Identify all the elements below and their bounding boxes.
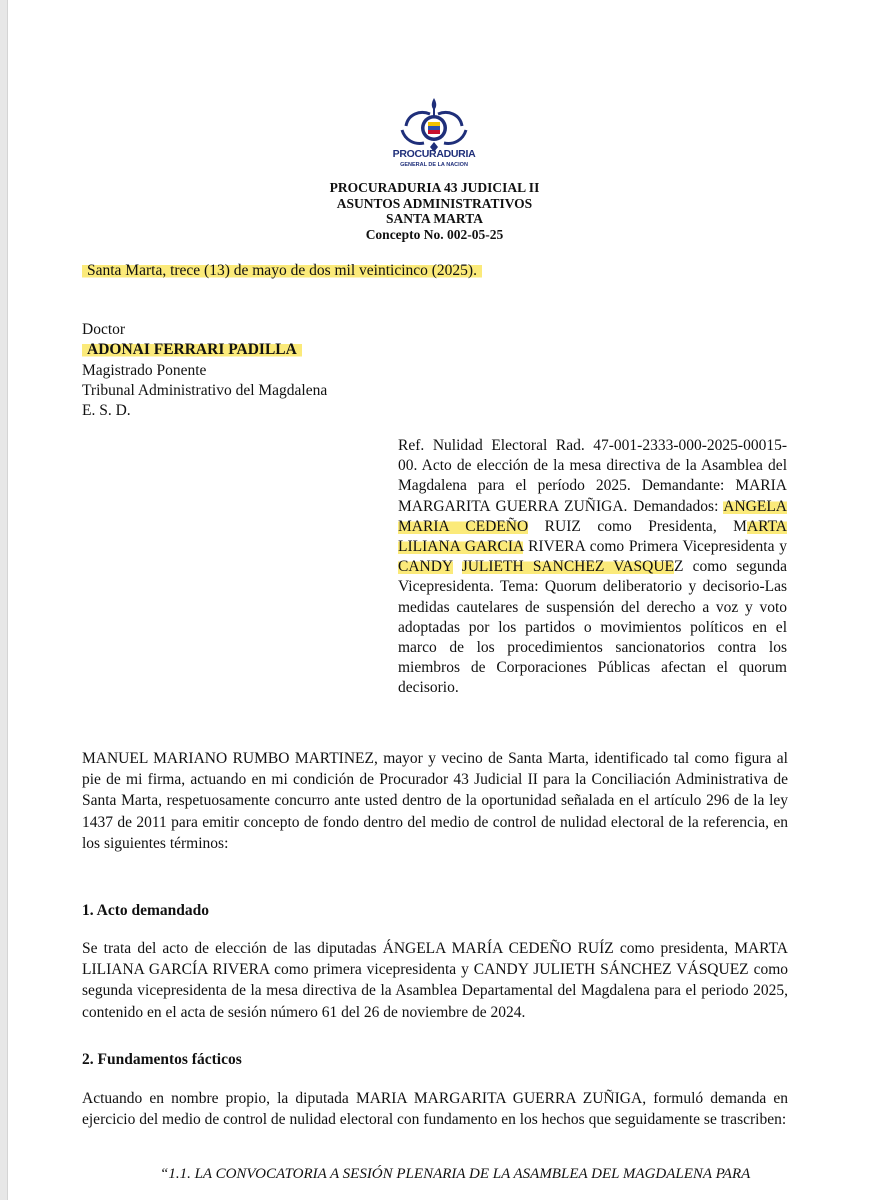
section-1-title: 1. Acto demandado: [82, 902, 210, 919]
reference-highlight-defendant-3a: CANDY: [398, 558, 453, 576]
reference-block: [398, 436, 787, 699]
header-concept-number: Concepto No. 002-05-25: [365, 226, 504, 242]
document-header: [0, 180, 869, 242]
reference-text-1: Ref. Nulidad Electoral Rad. 47-001-2333-000-2025-00015-00. Acto de elección de la mesa directiva de la Asamblea del Magdalena para el período 2025. Demandante: MARIA MARGARITA GUERRA ZUÑIGA. Demandados:: [398, 437, 787, 515]
intro-paragraph: MANUEL MARIANO RUMBO MARTINEZ, mayor y vecino de Santa Marta, identificado tal como figura al pie de mi firma, actuando en mi condición de Procurador 43 Judicial II para la Conciliación Administrativa de Santa Marta, respetuosamente concurro ante usted dentro de la oportunidad señalada en el artículo 296 de la ley 1437 de 2011 para emitir concepto de fondo dentro del medio de control de nulidad electoral de la referencia, en los siguientes términos:: [82, 750, 788, 852]
reference-highlight-defendant-3b: JULIETH SANCHEZ VASQUE: [461, 558, 675, 576]
reference-highlight-defendant-1: ANGELA MARIA CEDEÑO: [398, 497, 787, 535]
reference-text-2: RUIZ como Presidenta, M: [528, 517, 747, 535]
reference-text-3: RIVERA como Primera Vicepresidenta y: [523, 538, 787, 556]
section-2-title: 2. Fundamentos fácticos: [82, 1051, 242, 1068]
header-office: PROCURADURIA 43 JUDICIAL II: [329, 180, 540, 195]
section-1-body: Se trata del acto de elección de las diputadas ÁNGELA MARÍA CEDEÑO RUÍZ como presidenta, MARTA LILIANA GARCÍA RIVERA como primera vicepresidenta y CANDY JULIETH SÁNCHEZ VÁSQUEZ como segunda vicepresidenta de la mesa directiva de la Asamblea Departamental del Magdalena para el periodo 2025, contenido en el acta de sesión número 61 del 26 de noviembre de 2024.: [82, 940, 788, 1021]
addressee-esd: E. S. D.: [82, 402, 131, 420]
addressee-role: Magistrado Ponente: [82, 361, 207, 379]
addressee-court: Tribunal Administrativo del Magdalena: [82, 381, 328, 399]
reference-highlight-defendant-2: ARTA LILIANA GARCIA: [398, 517, 787, 556]
addressee-name: ADONAI FERRARI PADILLA: [82, 341, 302, 358]
addressee-block: [82, 320, 327, 421]
header-area: ASUNTOS ADMINISTRATIVOS: [336, 195, 533, 211]
procuraduria-logo: [392, 96, 476, 176]
reference-text-4: [453, 558, 462, 575]
document-date: [82, 262, 482, 280]
addressee-title: Doctor: [82, 321, 126, 338]
date-highlight: Santa Marta, trece (13) de mayo de dos mil veinticinco (2025).: [82, 262, 482, 279]
logo-subtitle: GENERAL DE LA NACION: [400, 162, 468, 168]
reference-text-5: Z como segunda Vicepresidenta. Tema: Quorum deliberatorio y decisorio-Las medidas cautelares de suspensión del derecho a voz y voto adoptadas por los partidos o movimientos políticos en el marco de los procedimientos sancionatorios contra los miembros de Corporaciones Públicas afectan el quorum decisorio.: [398, 558, 787, 697]
header-city: SANTA MARTA: [386, 211, 483, 226]
logo-title: PROCURADURIA: [392, 148, 476, 160]
section-2-quote: “1.1. LA CONVOCATORIA A SESIÓN PLENARIA DE LA ASAMBLEA DEL MAGDALENA PARA: [160, 1166, 751, 1182]
section-2-body: Actuando en nombre propio, la diputada MARIA MARGARITA GUERRA ZUÑIGA, formuló demanda en ejercicio del medio de control de nulidad electoral con fundamento en los hechos que seguidamente se trascriben:: [82, 1090, 788, 1128]
